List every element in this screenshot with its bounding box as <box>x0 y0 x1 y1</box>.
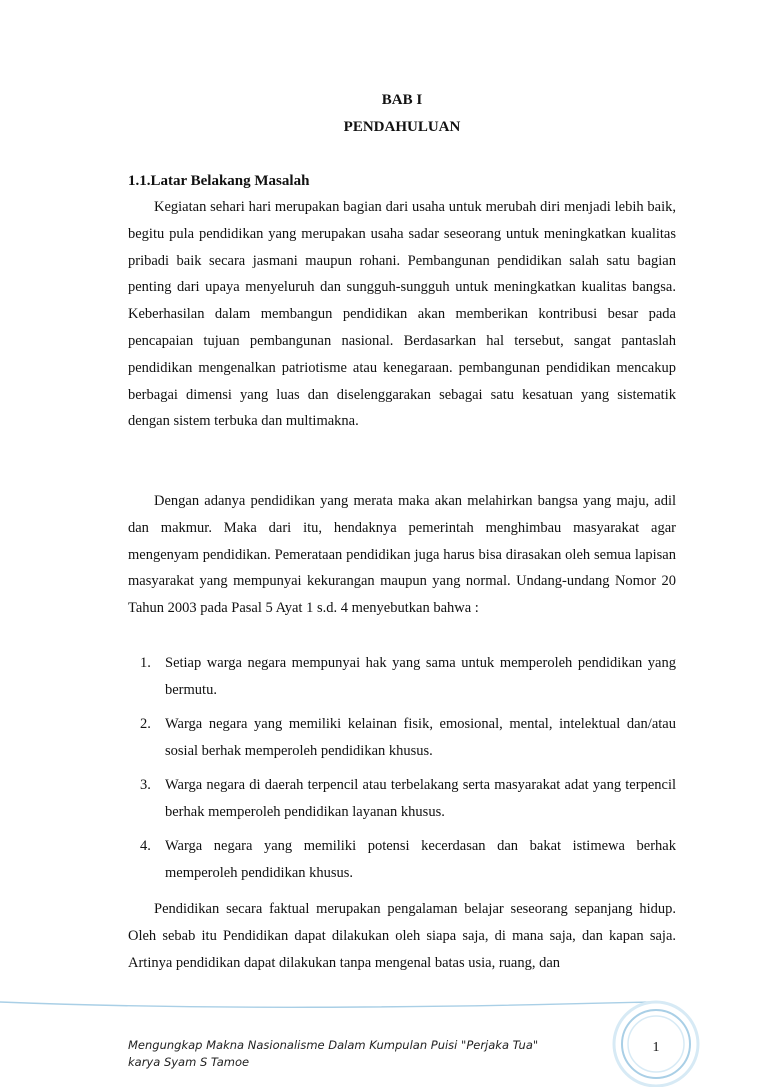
list-text: Setiap warga negara mempunyai hak yang sama untuk memperoleh pendidikan yang bermutu. <box>165 655 676 698</box>
list-text: Warga negara yang memiliki kelainan fisik, emosional, mental, intelektual dan/atau sosial berhak memperoleh pendidikan khusus. <box>165 716 676 759</box>
footer-caption <box>128 1037 538 1071</box>
list-number: 4. <box>140 838 151 854</box>
list-item <box>140 711 676 765</box>
list-text: Warga negara yang memiliki potensi kecerdasan dan bakat istimewa berhak memperoleh pendidikan khusus. <box>165 838 676 881</box>
paragraph-2: Dengan adanya pendidikan yang merata maka akan melahirkan bangsa yang maju, adil dan makmur. Maka dari itu, hendaknya pemerintah menghimbau masyarakat agar mengenyam pendidikan. Pemerataan pendidikan juga harus bisa dirasakan oleh semua lapisan masyarakat yang mempunyai kekurangan maupun yang normal. Undang-undang Nomor 20 Tahun 2003 pada Pasal 5 Ayat 1 s.d. 4 menyebutkan bahwa : <box>128 493 676 617</box>
list-number: 3. <box>140 777 151 793</box>
list-item <box>140 650 676 704</box>
list-number: 1. <box>140 655 151 671</box>
list-text: Warga negara di daerah terpencil atau terbelakang serta masyarakat adat yang terpencil berhak memperoleh pendidikan layanan khusus. <box>165 777 676 820</box>
chapter-label: BAB I <box>381 92 423 108</box>
section-title: 1.1.Latar Belakang Masalah <box>128 173 310 189</box>
chapter-title: PENDAHULUAN <box>343 119 461 135</box>
page-number: 1 <box>652 1040 660 1055</box>
footer-swoosh-line <box>0 1002 650 1007</box>
footer-line-2: karya Syam S Tamoe <box>128 1055 250 1069</box>
footer-line-1: Mengungkap Makna Nasionalisme Dalam Kumpulan Puisi "Perjaka Tua" <box>128 1038 539 1052</box>
numbered-list <box>140 650 676 894</box>
list-item <box>140 833 676 887</box>
list-item <box>140 772 676 826</box>
paragraph-1: Kegiatan sehari hari merupakan bagian dari usaha untuk merubah diri menjadi lebih baik, begitu pula pendidikan yang merupakan usaha sadar seseorang untuk meningkatkan kualitas pribadi baik secara jasmani maupun rohani. Pembangunan pendidikan salah satu bagian penting dari upaya menyeluruh dan sungguh-sungguh untuk meningkatkan kualitas bangsa. Keberhasilan dalam membangun pendidikan akan memberikan kontribusi besar pada pencapaian tujuan pembangunan nasional. Berdasarkan hal tersebut, sangat pantaslah pendidikan mengenalkan patriotisme atau kenegaraan. pembangunan pendidikan mencakup berbagai dimensi yang luas dan diselenggarakan sebagai satu kesatuan yang sistematik dengan sistem terbuka dan multimakna. <box>128 199 676 430</box>
paragraph-3: Pendidikan secara faktual merupakan pengalaman belajar seseorang sepanjang hidup. Oleh sebab itu Pendidikan dapat dilakukan oleh siapa saja, di mana saja, dan kapan saja. Artinya pendidikan dapat dilakukan tanpa mengenal batas usia, ruang, dan <box>128 901 676 971</box>
list-number: 2. <box>140 716 151 732</box>
